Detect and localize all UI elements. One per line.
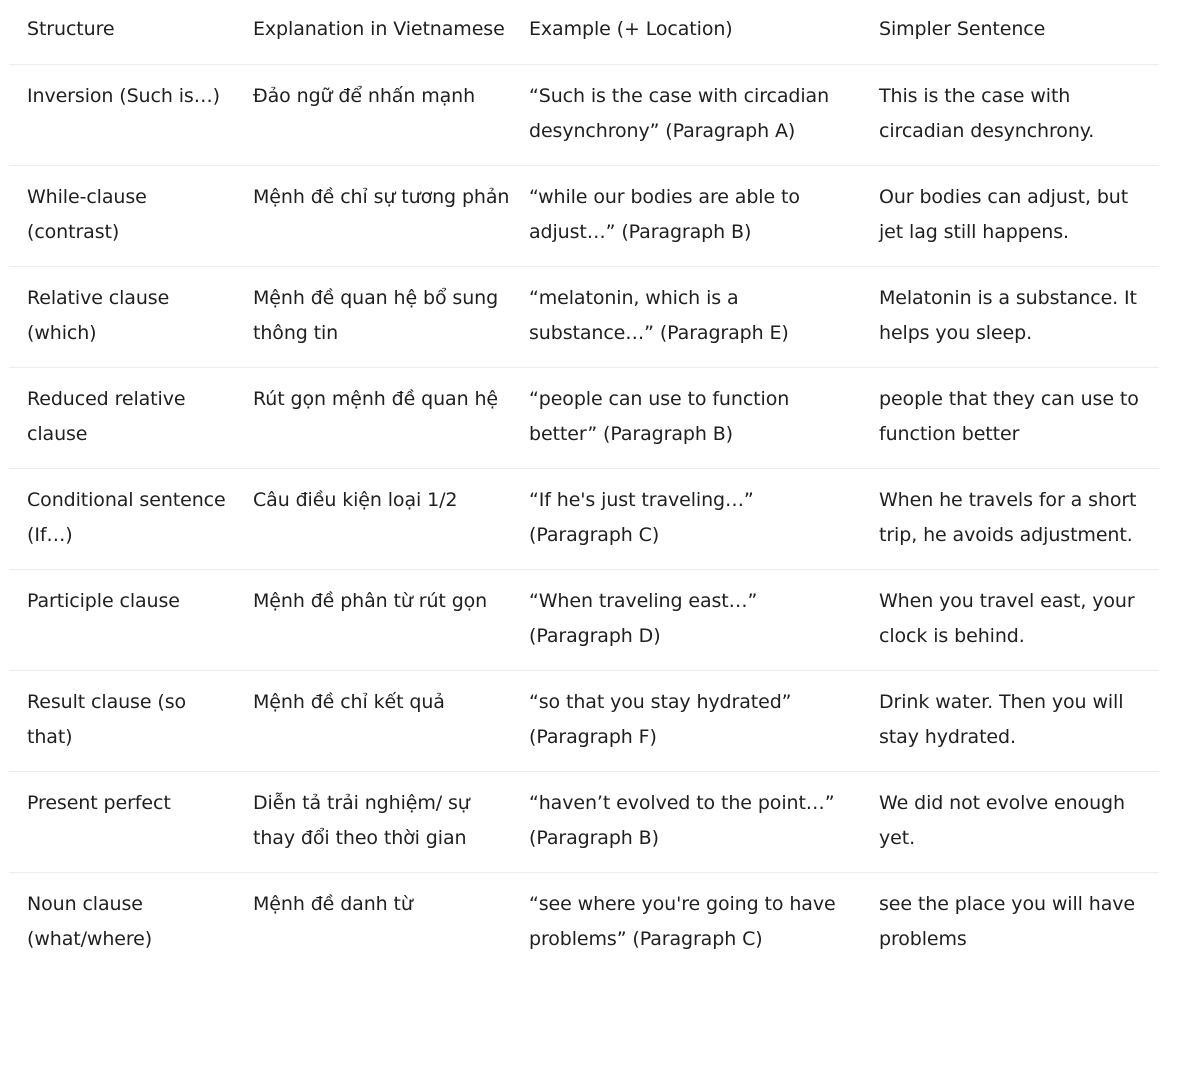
- table-row: [9, 367, 1159, 468]
- cell-structure: While-clause (contrast): [9, 165, 235, 266]
- cell-structure: Result clause (so that): [9, 670, 235, 771]
- cell-simpler-sentence: people that they can use to function better: [869, 367, 1159, 468]
- table-row: [9, 468, 1159, 569]
- cell-example: “haven’t evolved to the point…” (Paragraph B): [519, 771, 869, 872]
- header-row: [9, 0, 1159, 64]
- cell-example: “while our bodies are able to adjust…” (Paragraph B): [519, 165, 869, 266]
- grammar-table-container: [9, 0, 1159, 973]
- cell-structure: Relative clause (which): [9, 266, 235, 367]
- cell-explanation: Mệnh đề chỉ sự tương phản: [235, 165, 519, 266]
- cell-simpler-sentence: When he travels for a short trip, he avoids adjustment.: [869, 468, 1159, 569]
- header-explanation: Explanation in Vietnamese: [235, 0, 519, 64]
- cell-simpler-sentence: We did not evolve enough yet.: [869, 771, 1159, 872]
- header-structure: Structure: [9, 0, 235, 64]
- cell-structure: Present perfect: [9, 771, 235, 872]
- cell-example: “so that you stay hydrated” (Paragraph F): [519, 670, 869, 771]
- cell-explanation: Mệnh đề phân từ rút gọn: [235, 569, 519, 670]
- table-row: [9, 64, 1159, 165]
- table-row: [9, 569, 1159, 670]
- table-body: [9, 64, 1159, 973]
- cell-simpler-sentence: see the place you will have problems: [879, 892, 1135, 950]
- cell-structure: Noun clause (what/where): [27, 892, 153, 950]
- cell-explanation: Rút gọn mệnh đề quan hệ: [235, 367, 519, 468]
- cell-simpler-sentence: When you travel east, your clock is behind.: [869, 569, 1159, 670]
- table-row: [9, 266, 1159, 367]
- cell-explanation: Mệnh đề quan hệ bổ sung thông tin: [235, 266, 519, 367]
- grammar-table: [9, 0, 1159, 973]
- header-example: Example (+ Location): [519, 0, 869, 64]
- cell-structure: Inversion (Such is…): [9, 64, 235, 165]
- cell-explanation: Đảo ngữ để nhấn mạnh: [235, 64, 519, 165]
- table-header: [9, 0, 1159, 64]
- table-row: [9, 872, 1159, 973]
- header-simpler-sentence: Simpler Sentence: [869, 0, 1159, 64]
- cell-simpler-sentence: Our bodies can adjust, but jet lag still happens.: [869, 165, 1159, 266]
- cell-explanation: Mệnh đề danh từ: [253, 892, 413, 915]
- cell-structure: Participle clause: [9, 569, 235, 670]
- cell-explanation: Diễn tả trải nghiệm/ sự thay đổi theo thời gian: [235, 771, 519, 872]
- cell-structure: Reduced relative clause: [9, 367, 235, 468]
- cell-simpler-sentence: Drink water. Then you will stay hydrated.: [869, 670, 1159, 771]
- table-row: [9, 771, 1159, 872]
- table-row: [9, 165, 1159, 266]
- cell-example: “When traveling east…” (Paragraph D): [519, 569, 869, 670]
- cell-simpler-sentence: This is the case with circadian desynchrony.: [869, 64, 1159, 165]
- cell-example: “If he's just traveling…” (Paragraph C): [519, 468, 869, 569]
- cell-structure: Conditional sentence (If…): [9, 468, 235, 569]
- cell-example: “Such is the case with circadian desynchrony” (Paragraph A): [519, 64, 869, 165]
- cell-example: “melatonin, which is a substance…” (Paragraph E): [519, 266, 869, 367]
- cell-example: “see where you're going to have problems” (Paragraph C): [529, 892, 836, 950]
- cell-example: “people can use to function better” (Paragraph B): [519, 367, 869, 468]
- cell-explanation: Mệnh đề chỉ kết quả: [235, 670, 519, 771]
- cell-explanation: Câu điều kiện loại 1/2: [235, 468, 519, 569]
- table-row: [9, 670, 1159, 771]
- cell-simpler-sentence: Melatonin is a substance. It helps you sleep.: [869, 266, 1159, 367]
